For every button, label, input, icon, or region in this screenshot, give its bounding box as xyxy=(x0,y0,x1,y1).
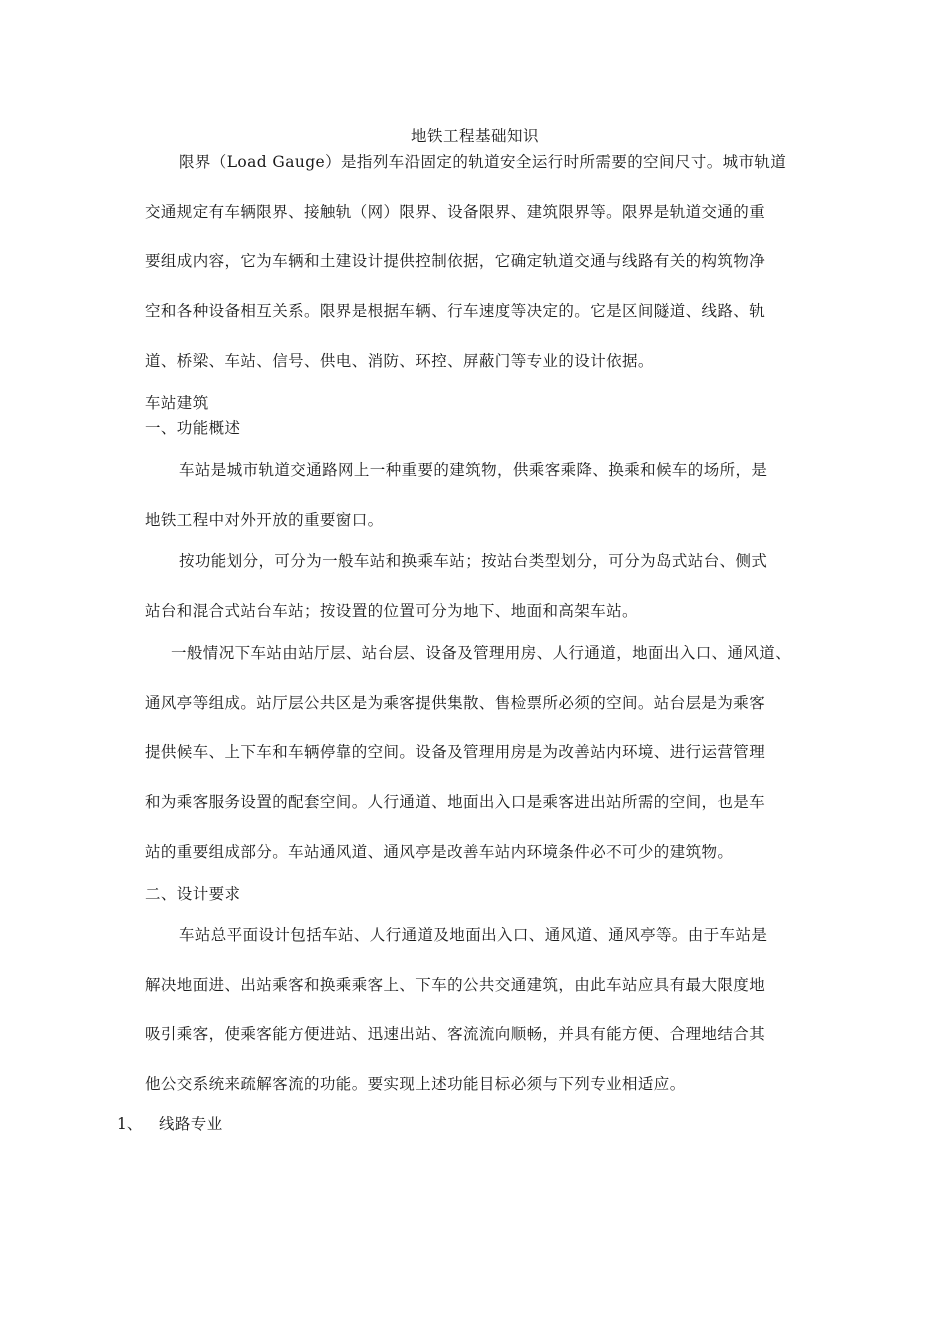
function-p2-line-2: 站台和混合式站台车站；按设置的位置可分为地下、地面和高架车站。 xyxy=(145,602,638,620)
function-p1-line-1: 车站是城市轨道交通路网上一种重要的建筑物，供乘客乘降、换乘和候车的场所，是 xyxy=(179,461,768,479)
design-p1-line-4: 他公交系统来疏解客流的功能。要实现上述功能目标必须与下列专业相适应。 xyxy=(145,1075,686,1093)
design-p1-line-1: 车站总平面设计包括车站、人行通道及地面出入口、通风道、通风亭等。由于车站是 xyxy=(179,926,768,944)
section-heading-function: 一、功能概述 xyxy=(145,419,241,437)
function-p3-line-3: 提供候车、上下车和车辆停靠的空间。设备及管理用房是为改善站内环境、进行运营管理 xyxy=(145,743,766,761)
design-p1-line-3: 吸引乘客，使乘客能方便进站、迅速出站、客流流向顺畅，并具有能方便、合理地结合其 xyxy=(145,1025,766,1043)
intro-line-5: 道、桥梁、车站、信号、供电、消防、环控、屏蔽门等专业的设计依据。 xyxy=(145,352,654,370)
section-heading-station: 车站建筑 xyxy=(145,394,209,412)
function-p3-line-5: 站的重要组成部分。车站通风道、通风亭是改善车站内环境条件必不可少的建筑物。 xyxy=(145,843,734,861)
function-p3-line-2: 通风亭等组成。站厅层公共区是为乘客提供集散、售检票所必须的空间。站台层是为乘客 xyxy=(145,694,766,712)
function-p2-line-1: 按功能划分，可分为一般车站和换乘车站；按站台类型划分，可分为岛式站台、侧式 xyxy=(179,552,768,570)
design-p1-line-2: 解决地面进、出站乘客和换乘乘客上、下车的公共交通建筑，由此车站应具有最大限度地 xyxy=(145,976,766,994)
list-item-text: 线路专业 xyxy=(159,1115,223,1133)
intro-line-3: 要组成内容，它为车辆和土建设计提供控制依据，它确定轨道交通与线路有关的构筑物净 xyxy=(145,252,766,270)
intro-line-2: 交通规定有车辆限界、接触轨（网）限界、设备限界、建筑限界等。限界是轨道交通的重 xyxy=(145,203,766,221)
list-item-number: 1、 xyxy=(117,1115,143,1133)
intro-line-1: 限界（Load Gauge）是指列车沿固定的轨道安全运行时所需要的空间尺寸。城市轨道 xyxy=(179,153,787,171)
function-p3-line-4: 和为乘客服务设置的配套空间。人行通道、地面出入口是乘客进出站所需的空间，也是车 xyxy=(145,793,766,811)
function-p3-line-1: 一般情况下车站由站厅层、站台层、设备及管理用房、人行通道，地面出入口、通风道、 xyxy=(171,644,792,662)
document-title: 地铁工程基础知识 xyxy=(410,127,539,145)
function-p1-line-2: 地铁工程中对外开放的重要窗口。 xyxy=(145,511,384,529)
section-heading-design: 二、设计要求 xyxy=(145,885,241,903)
intro-line-4: 空和各种设备相互关系。限界是根据车辆、行车速度等决定的。它是区间隧道、线路、轨 xyxy=(145,302,766,320)
